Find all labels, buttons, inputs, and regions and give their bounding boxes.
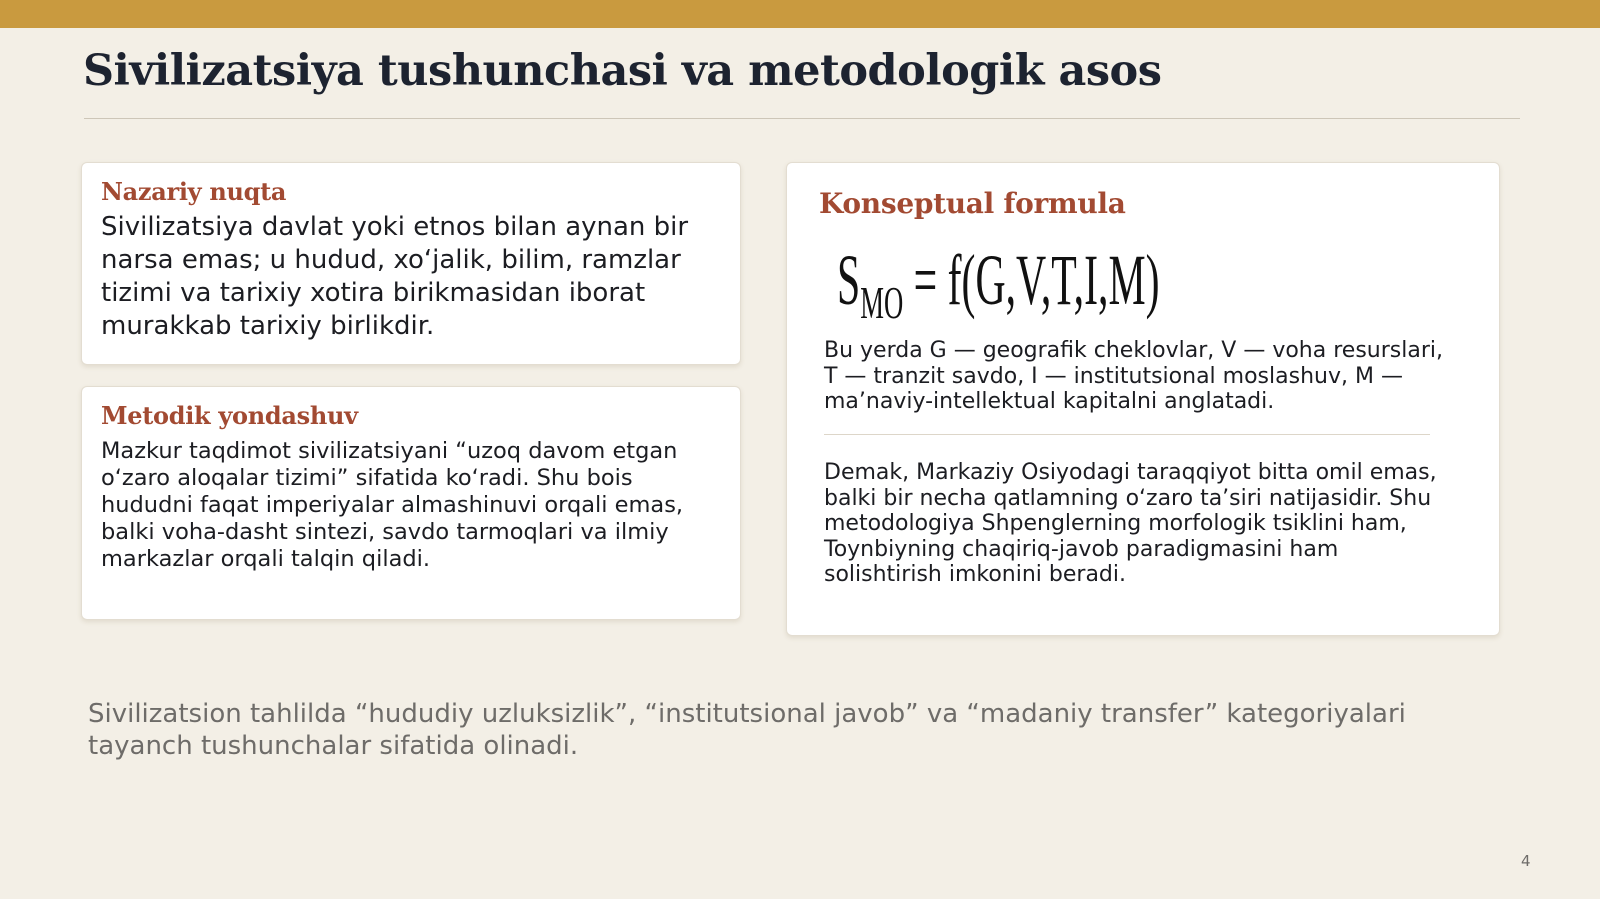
formula-lhs: S [837, 240, 861, 320]
title-divider [84, 118, 1520, 119]
top-accent-bar [0, 0, 1600, 28]
card-konseptual-formula [786, 162, 1500, 636]
card-metodik-yondashuv [81, 386, 741, 620]
card-heading-nazariy: Nazariy nuqta [101, 177, 287, 206]
card-text-nazariy: Sivilizatsiya davlat yoki etnos bilan aynan bir narsa emas; u hudud, xo‘jalik, bilim, ramzlar tizimi va tarixiy xotira birikmasidan iborat murakkab tarixiy birlikdir. [101, 212, 689, 341]
formula-divider [824, 434, 1430, 435]
card-heading-metodik: Metodik yondashuv [101, 401, 358, 430]
page-number: 4 [1521, 852, 1531, 870]
formula-conclusion: Demak, Markaziy Osiyodagi taraqqiyot bitta omil emas, balki bir necha qatlamning o‘zaro ta’siri natijasidir. Shu metodologiya Shpenglerning morfologik tsiklini ham, Toynbiyning chaqiriq-javob paradigmasini ham solishtirish imkonini beradi. [824, 460, 1437, 587]
formula [837, 241, 1160, 342]
formula-subscript: MO [860, 277, 904, 328]
card-nazariy-nuqta [81, 162, 741, 365]
card-text-metodik: Mazkur taqdimot sivilizatsiyani “uzoq davom etgan o‘zaro aloqalar tizimi” sifatida ko‘radi. Shu bois hududni faqat imperiyalar almashinuvi orqali emas, balki voha-dasht sintezi, savdo tarmoqlari va ilmiy markazlar orqali talqin qiladi. [101, 438, 684, 572]
formula-explanation: Bu yerda G — geografik cheklovlar, V — voha resurslari, T — tranzit savdo, I — institutsional moslashuv, M — ma’naviy-intellektual kapitalni anglatadi. [824, 338, 1443, 414]
card-heading-formula: Konseptual formula [819, 187, 1126, 220]
footnote: Sivilizatsion tahlilda “hududiy uzluksizlik”, “institutsional javob” va “madaniy transfer” kategoriyalari tayanch tushunchalar sifatida olinadi. [88, 699, 1406, 761]
formula-rhs: = f(G,V,T,I,M) [903, 240, 1160, 320]
slide-title: Sivilizatsiya tushunchasi va metodologik asos [83, 46, 1162, 96]
